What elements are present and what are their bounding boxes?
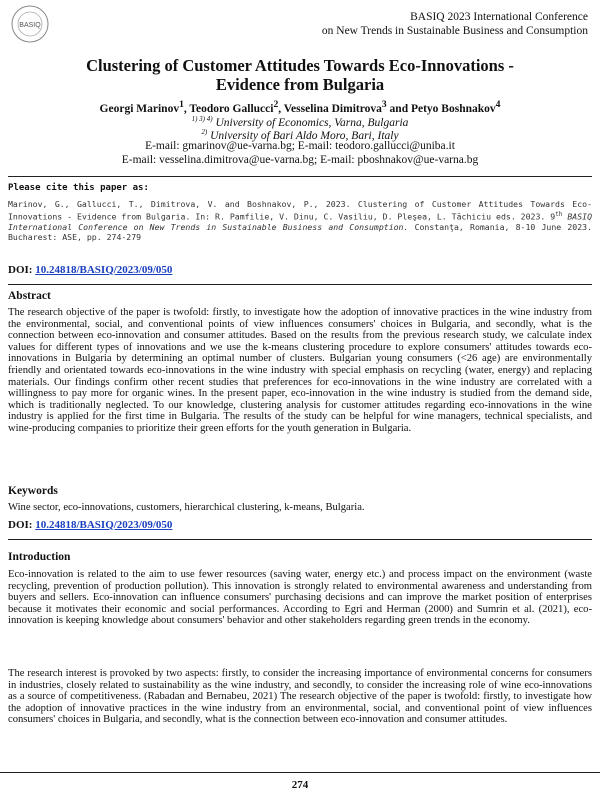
keywords-heading: Keywords (8, 485, 58, 497)
citation-italic: BASIQ International Conference on New Trends in Sustainable Business and Consumption. (8, 211, 592, 232)
doi-link[interactable]: 10.24818/BASIQ/2023/09/050 (35, 519, 173, 531)
doi-line (8, 519, 172, 531)
doi-line (8, 264, 172, 276)
affiliation-1-text: University of Economics, Varna, Bulgaria (215, 116, 409, 129)
author-name: Petyo Boshnakov (410, 102, 496, 115)
divider (8, 539, 592, 540)
doi-link[interactable]: 10.24818/BASIQ/2023/09/050 (35, 264, 173, 276)
affiliation-2-text: University of Bari Aldo Moro, Bari, Italy (210, 129, 399, 142)
author-sup: 4 (495, 99, 501, 110)
affiliation-2-sup: 2) (201, 128, 208, 136)
abstract-heading: Abstract (8, 290, 51, 302)
abstract-text: The research objective of the paper is twofold: firstly, to investigate how the adoption of innovative practices in the wine industry from the environmental, social, and conventional points of view influences consumers' choices in Bulgaria, and secondly, what is the connection between eco-innovation and consumer attitudes. Based on the results from the previous research study, we calculate index values for different types of innovations and we use the k-means clustering procedure to explore consumers' attitudes towards eco-innovations in Bulgaria by determining an optimal number of clusters. Bulgarian young consumers (<26 age) are environmentally friendly and orientated towards eco-innovations in the wine industry with special emphasis on recycling (water, energy) and replacing materials. Our findings confirm other recent studies that preferences for eco-innovations in the wine industry are correlated with a willingness to pay more for organic wines. In the present paper, eco-innovation in the wine industry is studied from the demand side, which is traditionally neglected. To our knowledge, clustering analysis for customer attitudes regarding eco-innovations in the wine industry is applied for the first time in Bulgaria. The results of the study can be helpful for wine managers, technical specialists, and wine-producing companies to prioritize their green efforts for the youth generation in Bulgaria. (8, 307, 592, 434)
divider (8, 176, 592, 177)
citation-sup: th (555, 210, 563, 218)
introduction-heading: Introduction (8, 551, 71, 563)
logo-text: BASIQ (19, 22, 41, 29)
introduction-paragraph-2: The research interest is provoked by two aspects: firstly, to consider the increasing importance of environmental concerns for consumers in industries, closely related to sustainability as the wine industry, and secondly, to consider the increasing role of wine eco-innovations as a source of competitiveness. (Rabadan and Bernabeu, 2021) The research objective of the paper is twofold: firstly, to investigate how the adoption of innovative practices in the wine industry from an environmental, social, and conventional point of view influences consumers' choices in Bulgaria, and secondly, what is the connection between eco-innovation and consumer attitudes. (8, 668, 592, 726)
author-name: Vesselina Dimitrova (283, 102, 382, 115)
conference-header (322, 10, 588, 38)
introduction-paragraph-1: Eco-innovation is related to the aim to use fewer resources (saving water, energy etc.) and process impact on the environment (waste recycling, prevention of production pollution). This innovation is strongly related to environmental awareness and understanding from buyers and sellers. Eco-innovation can influence consumers' purchasing decisions and can improve the market position of enterprises because it motivates their economic and social performances. According to Egri and Herman (2000) and Sumrin et al. (2021), eco-innovation is keeping knowledge about consumers' behavior and other stakeholders regarding green trends in the economy. (8, 569, 592, 627)
email-line-1: E-mail: gmarinov@ue-varna.bg; E-mail: teodoro.gallucci@uniba.it (145, 140, 455, 152)
paper-title (0, 56, 600, 94)
author-name: Georgi Marinov (99, 102, 180, 115)
citation-part-2: Constanţa, Romania, 8-10 June 2023. Bucharest: ASE, pp. 274-279 (8, 221, 592, 243)
citation-text (8, 199, 592, 243)
doi-label: DOI: (8, 519, 33, 531)
author-list: Georgi Marinov$^1$, Teodoro Gallucci$^2$, Vesselina Dimitrova$^3$ and Petyo Boshnakov$^4$ (99, 99, 501, 115)
cite-heading: Please cite this paper as: (8, 183, 149, 193)
basiq-logo (6, 4, 54, 44)
conference-line-1: BASIQ 2023 International Conference (410, 11, 588, 23)
affiliation-1-sup: 1) 3) 4) (191, 115, 213, 123)
author-sup: 2 (273, 99, 279, 110)
doi-label: DOI: (8, 264, 33, 276)
divider (8, 284, 592, 285)
author-sup: 1 (179, 99, 184, 110)
title-line-2: Evidence from Bulgaria (215, 75, 385, 94)
author-sup: 3 (381, 99, 387, 110)
author-name: Teodoro Gallucci (189, 102, 274, 115)
title-line-1: Clustering of Customer Attitudes Towards Eco-Innovations - (86, 56, 514, 75)
page-number: 274 (291, 779, 309, 791)
email-line-2: E-mail: vesselina.dimitrova@ue-varna.bg; E-mail: pboshnakov@ue-varna.bg (121, 154, 479, 166)
footer-divider (0, 772, 600, 773)
conference-line-2: on New Trends in Sustainable Business and Consumption (321, 25, 588, 37)
citation-part-1: Marinov, G., Gallucci, T., Dimitrova, V. and Boshnakov, P., 2023. Clustering of Customer Attitudes Towards Eco-Innovations - Evidence from Bulgaria. In: R. Pamfilie, V. Dinu, C. Vasiliu, D. Pleşea, L. Tăchiciu eds. 2023. 9 (8, 199, 592, 222)
keywords-text: Wine sector, eco-innovations, customers, hierarchical clustering, k-means, Bulgaria. (8, 502, 365, 513)
